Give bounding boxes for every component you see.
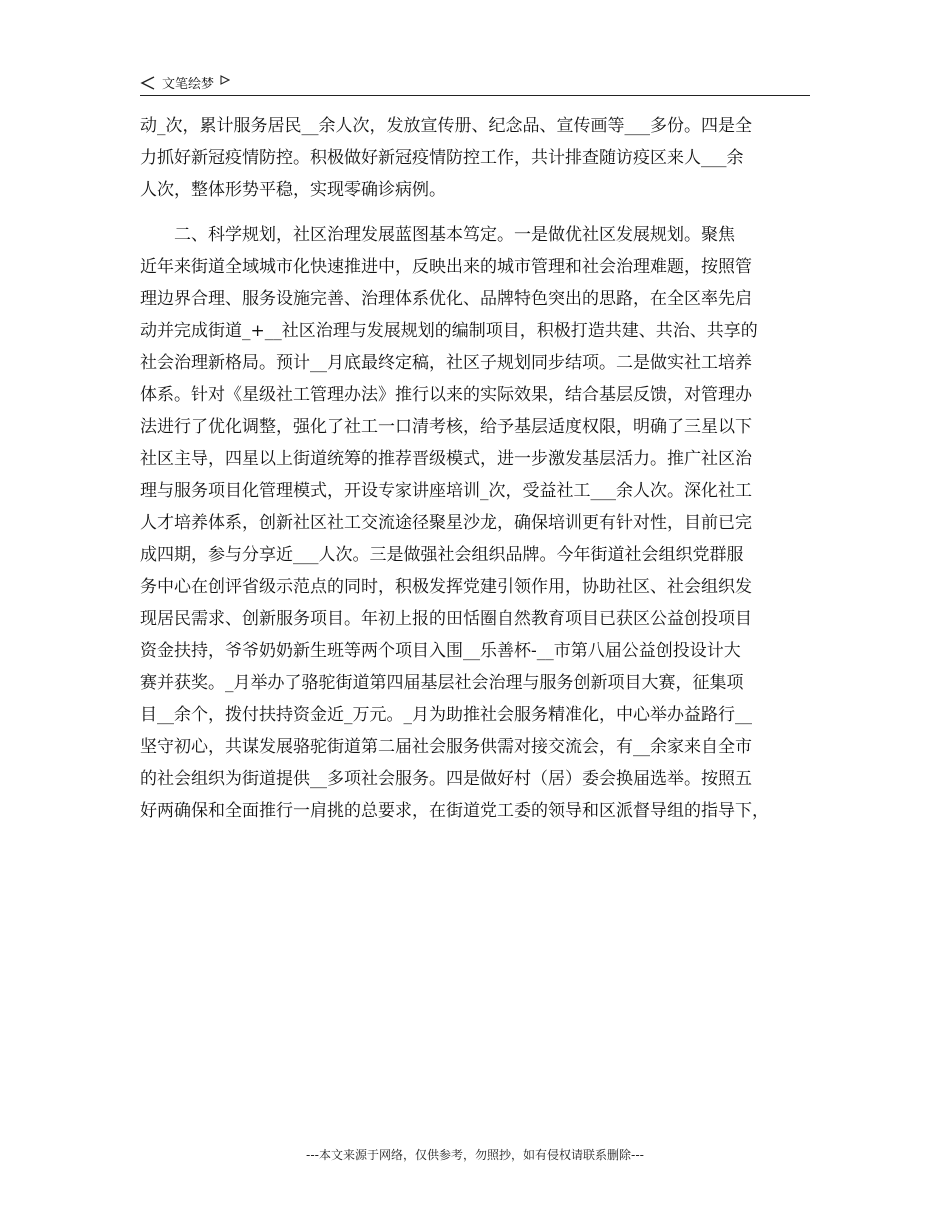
text-line: 力抓好新冠疫情防控。积极做好新冠疫情防控工作，共计排查随访疫区来人___余: [140, 148, 744, 168]
text-line: 体系。针对《星级社工管理办法》推行以来的实际效果，结合基层反馈，对管理办: [140, 385, 752, 405]
text-line: 人才培养体系，创新社区社工交流途径聚星沙龙，确保培训更有针对性，目前已完: [140, 513, 752, 533]
text-line: 资金扶持，爷爷奶奶新生班等两个项目入围__乐善杯-__市第八届公益创投设计大: [140, 641, 741, 661]
text-line: 好两确保和全面推行一肩挑的总要求，在街道党工委的领导和区派督导组的指导下，: [140, 801, 769, 821]
text-line: 理边界合理、服务设施完善、治理体系优化、品牌特色突出的思路，在全区率先启: [140, 289, 752, 309]
text-line: 社会治理新格局。预计__月底最终定稿，社区子规划同步结项。二是做实社工培养: [140, 353, 752, 373]
triangle-left-icon: [140, 75, 156, 91]
text-line: 人次，整体形势平稳，实现零确诊病例。: [140, 180, 446, 200]
text-line: 赛并获奖。_月举办了骆驼街道第四届基层社会治理与服务创新项目大赛，征集项: [140, 673, 744, 693]
text-line: 社区主导，四星以上街道统筹的推荐晋级模式，进一步激发基层活力。推广社区治: [140, 449, 752, 469]
text-line: 理与服务项目化管理模式，开设专家讲座培训_次，受益社工___余人次。深化社工: [140, 481, 752, 501]
text-line: 法进行了优化调整，强化了社工一口清考核，给予基层适度权限，明确了三星以下: [140, 417, 752, 437]
text-line: 动_次，累计服务居民__余人次，发放宣传册、纪念品、宣传画等___多份。四是全: [140, 116, 752, 136]
header-rule: [140, 95, 810, 96]
text-line: 近年来街道全域城市化快速推进中，反映出来的城市管理和社会治理难题，按照管: [140, 257, 752, 277]
brand: [140, 73, 230, 92]
brand-name: 文笔绘梦: [162, 77, 215, 92]
page-header: [140, 70, 810, 96]
text-line: 务中心在创评省级示范点的同时，积极发挥党建引领作用，协助社区、社会组织发: [140, 577, 752, 597]
triangle-right-icon: [220, 75, 230, 85]
footer-notice: ---本文来源于网络，仅供参考，勿照抄，如有侵权请联系删除---: [306, 1148, 644, 1162]
text-line: 动并完成街道_+__社区治理与发展规划的编制项目，积极打造共建、共治、共享的: [140, 321, 758, 341]
text-line: 坚守初心，共谋发展骆驼街道第二届社会服务供需对接交流会，有__余家来自全市: [140, 737, 752, 757]
text-line: 现居民需求、创新服务项目。年初上报的田恬圈自然教育项目已获区公益创投项目: [140, 609, 752, 629]
text-line: 二、科学规划，社区治理发展蓝图基本笃定。一是做优社区发展规划。聚焦: [174, 225, 735, 245]
text-line: 成四期，参与分享近___人次。三是做强社会组织品牌。今年街道社会组织党群服: [140, 545, 744, 565]
document-body: [140, 110, 810, 827]
text-line: 的社会组织为街道提供__多项社会服务。四是做好村（居）委会换届选举。按照五: [140, 769, 752, 789]
text-line: 目__余个，拨付扶持资金近_万元。_月为助推社会服务精准化，中心举办益路行__: [140, 705, 752, 725]
